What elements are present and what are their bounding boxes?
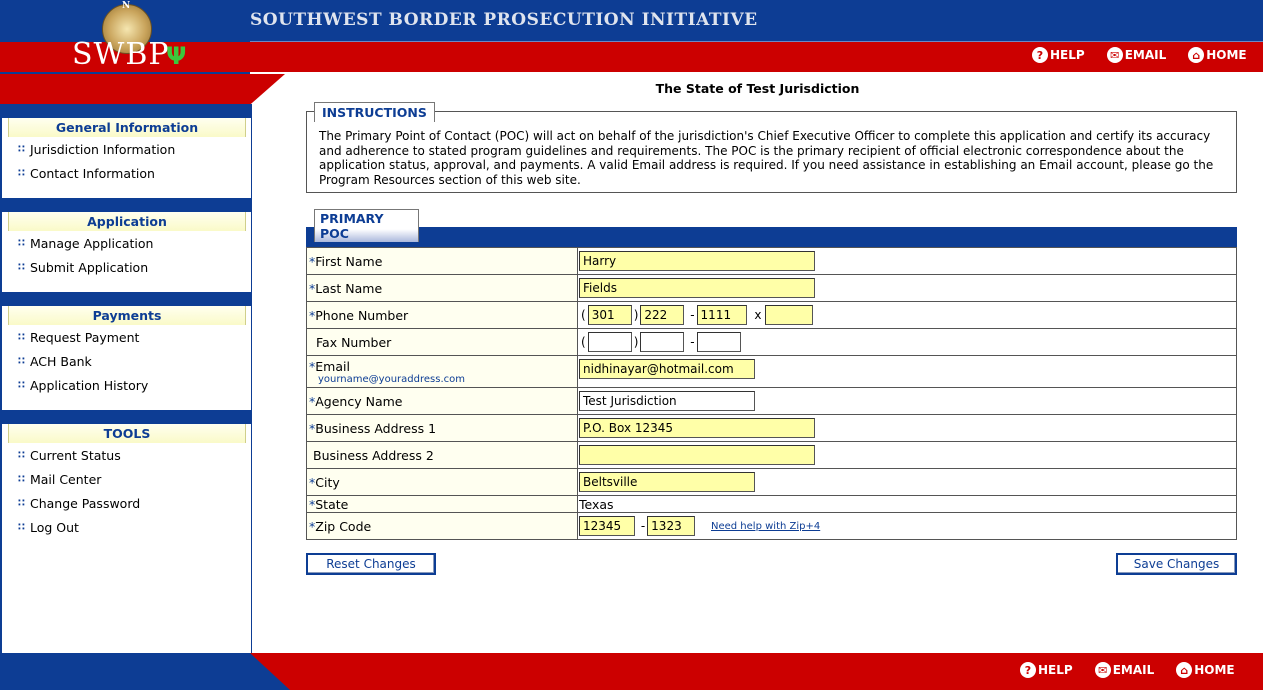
phone-prefix-input[interactable]: 222 <box>640 305 684 325</box>
bullet-icon: ∷ <box>18 473 25 485</box>
label-text: State <box>315 496 349 512</box>
sidebar-item-label: Submit Application <box>29 259 149 275</box>
label-text: Agency Name <box>315 393 403 409</box>
state-value: Texas <box>579 496 614 512</box>
zip4-help-link[interactable]: Need help with Zip+4 <box>711 520 821 532</box>
label-text: Email <box>315 358 350 374</box>
help-label: HELP <box>1050 48 1085 62</box>
form-row-email <box>307 356 1237 388</box>
email-input[interactable]: nidhinayar@hotmail.com <box>579 359 755 379</box>
fax-area-input[interactable] <box>588 332 632 352</box>
email-label: EMAIL <box>1112 663 1155 677</box>
email-hint: yourname@youraddress.com <box>318 373 465 385</box>
sidebar-item-label: Contact Information <box>29 165 155 181</box>
sidebar-item-submit-application[interactable] <box>2 255 252 279</box>
help-icon: ? <box>1032 47 1048 63</box>
zip5-input[interactable]: 12345 <box>579 516 635 536</box>
primary-poc-form <box>306 247 1237 540</box>
fax-prefix-input[interactable] <box>640 332 684 352</box>
email-label <box>307 356 578 388</box>
label-text: City <box>315 474 340 490</box>
dash: - <box>690 308 695 322</box>
sidebar-item-contact-information[interactable] <box>2 161 252 185</box>
email-link-footer[interactable] <box>1095 662 1155 678</box>
primary-poc-bar <box>306 227 1237 247</box>
required-mark: * <box>309 474 316 490</box>
required-mark: * <box>309 518 316 534</box>
sidebar-bar <box>2 292 252 306</box>
email-label: EMAIL <box>1124 48 1167 62</box>
sidebar-heading: General Information <box>8 118 246 137</box>
bullet-icon: ∷ <box>18 521 25 533</box>
first-name-label <box>307 248 578 275</box>
sidebar-item-label: Mail Center <box>29 471 102 487</box>
home-icon: ⌂ <box>1176 662 1192 678</box>
form-row-city <box>307 469 1237 496</box>
bullet-icon: ∷ <box>18 497 25 509</box>
save-changes-button[interactable]: Save Changes <box>1116 553 1237 575</box>
phone-area-input[interactable]: 301 <box>588 305 632 325</box>
bullet-icon: ∷ <box>18 449 25 461</box>
instructions-text: The Primary Point of Contact (POC) will act on behalf of the jurisdiction's Chief Executive Officer to complete this application and certify its accuracy and adherence to stated program guidelines and requirements. The POC is the primary recipient of official electronic correspondence about the application status, approval, and payments. A valid Email address is required. If you need assistance in establishing an Email account, please go the Program Resources section of this web site. <box>319 129 1214 187</box>
paren-open: ( <box>581 335 586 349</box>
dash: - <box>640 519 646 533</box>
dash: - <box>690 335 695 349</box>
help-label: HELP <box>1038 663 1073 677</box>
compass-letter: N <box>122 1 131 11</box>
top-nav <box>1032 47 1247 63</box>
label-text: First Name <box>315 253 383 269</box>
form-row-last-name <box>307 275 1237 302</box>
sidebar-item-log-out[interactable] <box>2 515 252 539</box>
envelope-icon: ✉ <box>1107 47 1123 63</box>
agency-name-input[interactable]: Test Jurisdiction <box>579 391 755 411</box>
label-text: Last Name <box>315 280 383 296</box>
bullet-icon: ∷ <box>18 143 25 155</box>
sidebar-item-change-password[interactable] <box>2 491 252 515</box>
required-mark: * <box>309 496 316 512</box>
sidebar-heading: Payments <box>8 306 246 325</box>
sidebar-item-manage-application[interactable] <box>2 231 252 255</box>
sidebar-item-mail-center[interactable] <box>2 467 252 491</box>
header-red-wedge <box>0 74 285 104</box>
zip4-input[interactable]: 1323 <box>647 516 695 536</box>
help-link[interactable] <box>1032 47 1085 63</box>
bullet-icon: ∷ <box>18 331 25 343</box>
last-name-label <box>307 275 578 302</box>
form-row-first-name <box>307 248 1237 275</box>
reset-changes-button[interactable]: Reset Changes <box>306 553 436 575</box>
bullet-icon: ∷ <box>18 261 25 273</box>
phone-ext-input[interactable] <box>765 305 813 325</box>
home-label: HOME <box>1194 663 1235 677</box>
logo-text: SWBP <box>72 37 170 72</box>
address1-input[interactable]: P.O. Box 12345 <box>579 418 815 438</box>
required-mark: * <box>309 420 316 436</box>
sidebar-item-label: Request Payment <box>29 329 140 345</box>
sidebar-bar <box>2 410 252 424</box>
required-mark: * <box>309 307 316 323</box>
sidebar-item-application-history[interactable] <box>2 373 252 397</box>
home-link-footer[interactable] <box>1176 662 1234 678</box>
form-row-zip <box>307 513 1237 540</box>
sidebar-item-request-payment[interactable] <box>2 325 252 349</box>
zip-label <box>307 513 578 540</box>
state-label <box>307 496 578 513</box>
site-title: SOUTHWEST BORDER PROSECUTION INITIATIVE <box>250 10 758 30</box>
sidebar-item-current-status[interactable] <box>2 443 252 467</box>
last-name-input[interactable]: Fields <box>579 278 815 298</box>
form-row-agency-name <box>307 388 1237 415</box>
footer-blue-band <box>0 653 300 690</box>
sidebar-bar <box>2 104 252 118</box>
sidebar-item-label: Change Password <box>29 495 141 511</box>
sidebar-section-general <box>2 104 252 185</box>
city-input[interactable]: Beltsville <box>579 472 755 492</box>
sidebar-item-label: Log Out <box>29 519 79 535</box>
sidebar-item-jurisdiction-information[interactable] <box>2 137 252 161</box>
help-icon: ? <box>1020 662 1036 678</box>
bullet-icon: ∷ <box>18 237 25 249</box>
cactus-icon: Ψ <box>166 42 187 70</box>
sidebar-item-label: Jurisdiction Information <box>29 141 176 157</box>
sidebar-section-payments <box>2 292 252 397</box>
sidebar-item-label: ACH Bank <box>29 353 92 369</box>
address2-label <box>307 442 578 469</box>
label-text: Business Address 1 <box>315 420 437 436</box>
city-label <box>307 469 578 496</box>
phone-label <box>307 302 578 329</box>
label-text: Fax Number <box>316 334 392 350</box>
instructions-tab: INSTRUCTIONS <box>314 102 435 122</box>
jurisdiction-title: The State of Test Jurisdiction <box>655 81 860 96</box>
paren-open: ( <box>581 308 586 322</box>
sidebar-heading: Application <box>8 212 246 231</box>
main-content <box>252 74 1263 653</box>
primary-poc-tab: PRIMARY POC <box>314 209 419 242</box>
required-mark: * <box>309 393 316 409</box>
required-mark: * <box>309 280 316 296</box>
first-name-input[interactable]: Harry <box>579 251 815 271</box>
paren-close: ) <box>633 335 639 349</box>
sidebar <box>0 104 252 653</box>
sidebar-section-application <box>2 198 252 279</box>
phone-line-input[interactable]: 1111 <box>697 305 747 325</box>
label-text: Zip Code <box>315 518 372 534</box>
home-label: HOME <box>1206 48 1247 62</box>
form-row-phone <box>307 302 1237 329</box>
agency-name-label <box>307 388 578 415</box>
envelope-icon: ✉ <box>1095 662 1111 678</box>
sidebar-item-label: Current Status <box>29 447 121 463</box>
fax-label <box>307 329 578 356</box>
bullet-icon: ∷ <box>18 379 25 391</box>
label-text: Phone Number <box>315 307 409 323</box>
swbp-logo <box>62 1 192 74</box>
sidebar-item-ach-bank[interactable] <box>2 349 252 373</box>
fax-line-input[interactable] <box>697 332 741 352</box>
sidebar-item-label: Manage Application <box>29 235 154 251</box>
home-icon: ⌂ <box>1188 47 1204 63</box>
ext-label: x <box>754 308 762 322</box>
address2-input[interactable] <box>579 445 815 465</box>
bullet-icon: ∷ <box>18 355 25 367</box>
form-row-state <box>307 496 1237 513</box>
form-row-address2 <box>307 442 1237 469</box>
address1-label <box>307 415 578 442</box>
email-link[interactable] <box>1107 47 1167 63</box>
bottom-nav <box>1020 662 1235 678</box>
label-text: Business Address 2 <box>313 447 434 463</box>
home-link[interactable] <box>1188 47 1246 63</box>
required-mark: * <box>309 253 316 269</box>
required-mark: * <box>309 358 316 374</box>
sidebar-item-label: Application History <box>29 377 149 393</box>
bullet-icon: ∷ <box>18 167 25 179</box>
sidebar-bar <box>2 198 252 212</box>
paren-close: ) <box>633 308 639 322</box>
sidebar-heading: TOOLS <box>8 424 246 443</box>
sidebar-section-tools <box>2 410 252 539</box>
form-row-fax <box>307 329 1237 356</box>
form-row-address1 <box>307 415 1237 442</box>
help-link-footer[interactable] <box>1020 662 1073 678</box>
